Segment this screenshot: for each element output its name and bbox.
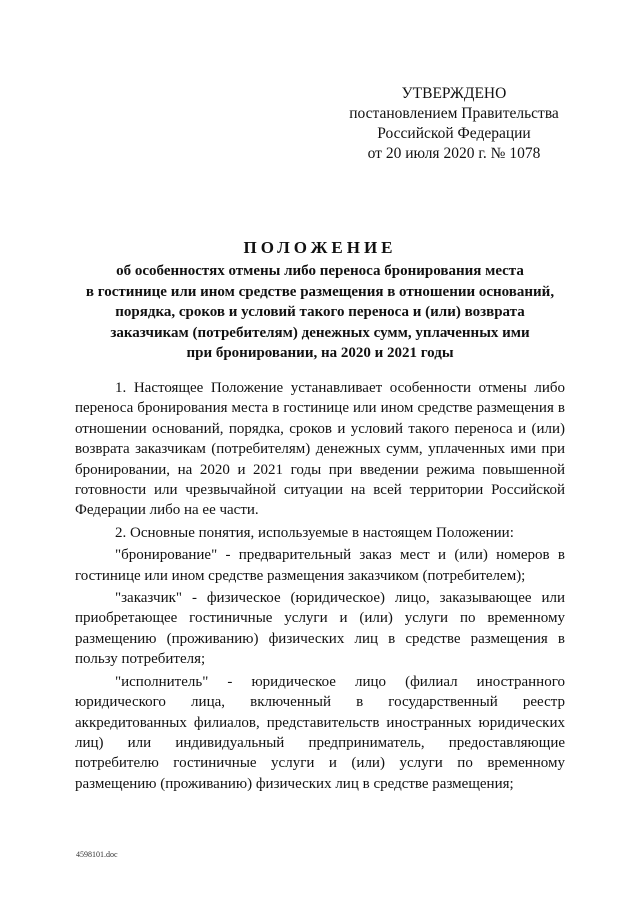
approval-stamp xyxy=(340,84,568,164)
paragraph-1: 1. Настоящее Положение устанавливает особенности отмены либо переноса бронирования места в гостинице или ином средстве размещения в отношении оснований, порядка, сроков и условий такого переноса и (или) возврата заказчикам (потребителям) денежных сумм, уплаченных ими при бронировании, на 2020 и 2021 годы при введении режима повышенной готовности или чрезвычайной ситуации на всей территории Российской Федерации либо на ее части. xyxy=(75,380,565,519)
subtitle-line: порядка, сроков и условий такого переноса и (или) возврата xyxy=(115,304,525,320)
approval-date-line: от 20 июля 2020 г. № 1078 xyxy=(367,145,541,162)
definition-contractor: "исполнитель" - юридическое лицо (филиал иностранного юридического лица, включенный в государственный реестр аккредитованных филиалов, представительств иностранных юридических лиц) или индивидуальный предприниматель, предоставляющие потребителю гостиничные услуги и (или) услуги по временному размещению (проживанию) физических лиц в средстве размещения; xyxy=(75,673,565,792)
subtitle-line: при бронировании, на 2020 и 2021 годы xyxy=(186,345,454,361)
approval-line-2: Российской Федерации xyxy=(377,125,531,142)
document-body xyxy=(75,378,565,794)
paragraph-2: 2. Основные понятия, используемые в настоящем Положении: xyxy=(115,524,514,541)
subtitle-line: заказчикам (потребителям) денежных сумм, уплаченных ими xyxy=(110,324,530,341)
approval-approved: УТВЕРЖДЕНО xyxy=(401,85,507,102)
subtitle-line: в гостинице или ином средстве размещения в отношении оснований, xyxy=(85,283,555,300)
document-subtitle xyxy=(60,261,580,364)
document-title: ПОЛОЖЕНИЕ xyxy=(243,238,397,257)
definition-booking: "бронирование" - предварительный заказ мест и (или) номеров в гостинице или ином средстве размещения заказчиком (потребителем); xyxy=(75,547,565,584)
file-name-footer: 4598101.doc xyxy=(76,850,118,859)
subtitle-line: об особенностях отмены либо переноса бронирования места xyxy=(116,263,524,279)
definition-customer: "заказчик" - физическое (юридическое) лицо, заказывающее или приобретающее гостиничные услуги и (или) услуги по временному размещению (проживанию) физических лиц в средстве размещения в пользу потребителя; xyxy=(75,590,565,668)
approval-line-1: постановлением Правительства xyxy=(349,105,559,122)
